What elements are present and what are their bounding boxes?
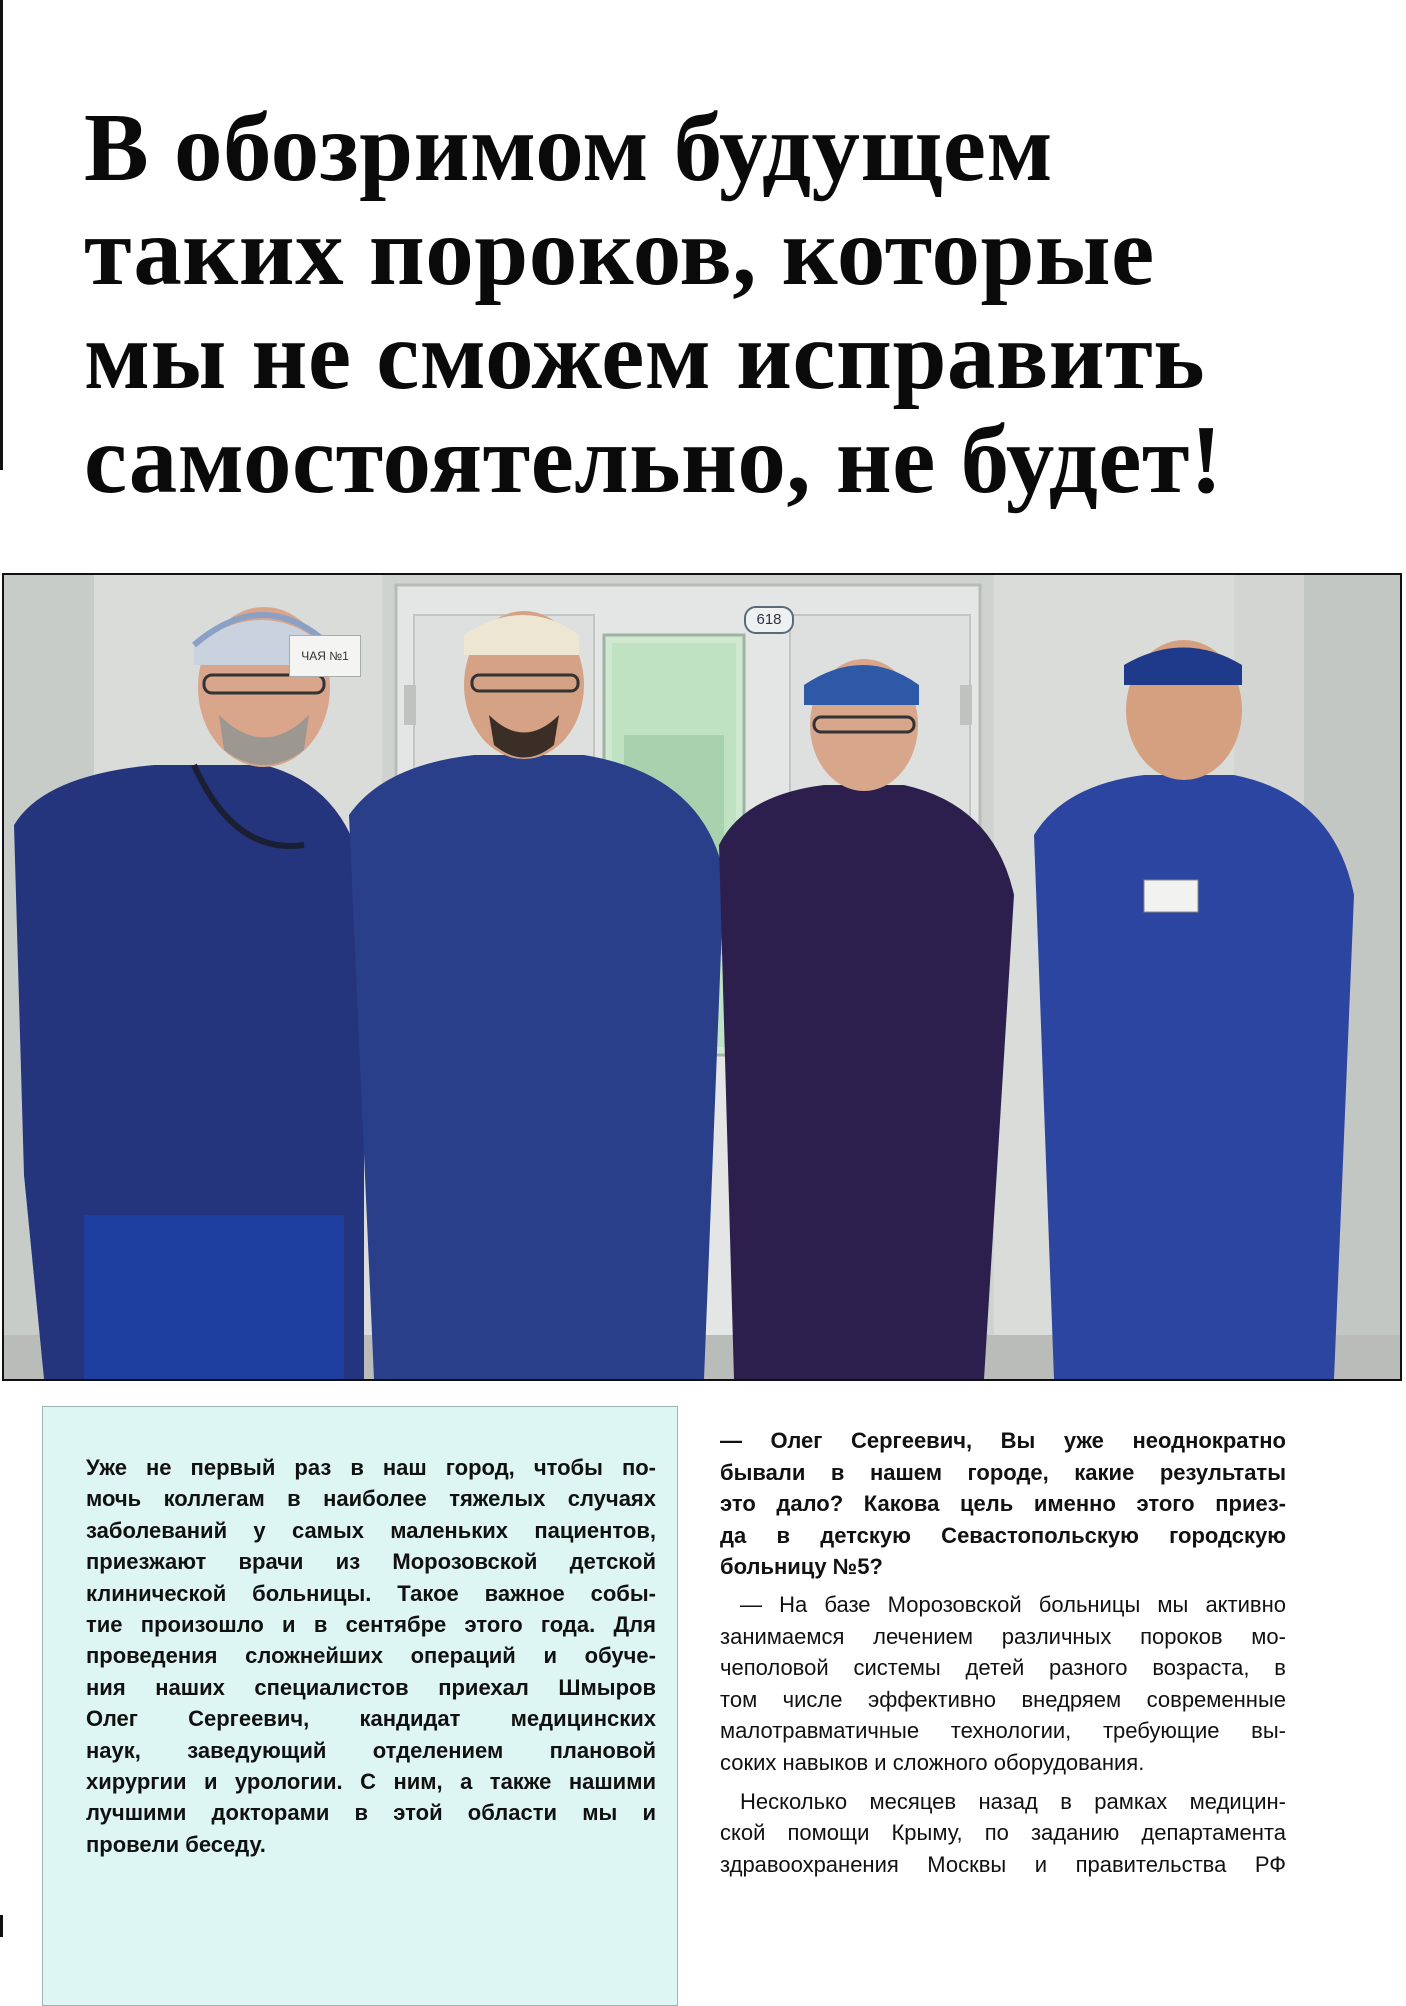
intro-line: клинической больницы. Такое важное собы- xyxy=(86,1580,656,1606)
intro-line: проведения сложнейших операций и обуче- xyxy=(86,1643,656,1669)
doctors-group-photo xyxy=(2,573,1402,1381)
answer-line: чеполовой системы детей разного возраста, в xyxy=(720,1655,1286,1681)
answer-line: — На базе Морозовской больницы мы активно xyxy=(740,1591,1286,1617)
paragraph-line: ской помощи Крыму, по заданию департамента xyxy=(720,1820,1286,1846)
paragraph-line: Несколько месяцев назад в рамках медицин- xyxy=(740,1788,1286,1814)
question-line: — Олег Сергеевич, Вы уже неоднократно xyxy=(720,1428,1286,1453)
left-edge-rule xyxy=(0,0,3,470)
question-line: да в детскую Севастопольскую городскую xyxy=(720,1522,1286,1548)
article-headline xyxy=(84,96,1374,512)
answer-line: том числе эффективно внедряем современные xyxy=(720,1686,1286,1712)
answer-line: занимаемся лечением различных пороков мо- xyxy=(720,1623,1286,1649)
headline-line: таких пороков, которые xyxy=(84,198,1155,305)
paragraph-line: здравоохранения Москвы и правительства РФ xyxy=(720,1851,1286,1877)
left-edge-mark xyxy=(0,1915,3,1937)
intro-line: хирургии и урологии. С ним, а также нашими xyxy=(86,1769,656,1795)
intro-line: приезжают врачи из Морозовской детской xyxy=(86,1549,656,1575)
interview-column xyxy=(720,1425,1286,1887)
intro-line: тие произошло и в сентябре этого года. Для xyxy=(86,1612,656,1638)
interview-paragraph xyxy=(720,1786,1286,1881)
headline-line: В обозримом будущем xyxy=(84,94,1054,201)
answer-line: соких навыков и сложного оборудования. xyxy=(720,1749,1145,1775)
question-line: это дало? Какова цель именно этого приез- xyxy=(720,1491,1286,1517)
intro-line: Олег Сергеевич, кандидат медицинских xyxy=(86,1706,656,1732)
intro-line: ния наших специалистов приехал Шмыров xyxy=(86,1674,656,1700)
interview-answer xyxy=(720,1589,1286,1779)
question-line: больницу №5? xyxy=(720,1554,883,1580)
intro-paragraph xyxy=(86,1452,656,1860)
interview-question xyxy=(720,1425,1286,1583)
answer-line: малотравматичные технологии, требующие вы- xyxy=(720,1718,1286,1744)
intro-line: лучшими докторами в этой области мы и xyxy=(86,1800,656,1826)
intro-line: Уже не первый раз в наш город, чтобы по- xyxy=(86,1455,656,1480)
intro-line: заболеваний у самых маленьких пациентов, xyxy=(86,1517,656,1543)
intro-line: мочь коллегам в наиболее тяжелых случаях xyxy=(86,1486,656,1512)
room-sign: ЧАЯ №1 xyxy=(289,635,361,677)
photo-illustration xyxy=(4,575,1400,1379)
headline-line: самостоятельно, не будет! xyxy=(84,406,1223,513)
door-number-sign: 618 xyxy=(744,606,794,634)
intro-line: наук, заведующий отделением плановой xyxy=(86,1737,656,1763)
question-line: бывали в нашем городе, какие результаты xyxy=(720,1459,1286,1485)
intro-line: провели беседу. xyxy=(86,1831,266,1857)
headline-line: мы не сможем исправить xyxy=(84,302,1206,409)
